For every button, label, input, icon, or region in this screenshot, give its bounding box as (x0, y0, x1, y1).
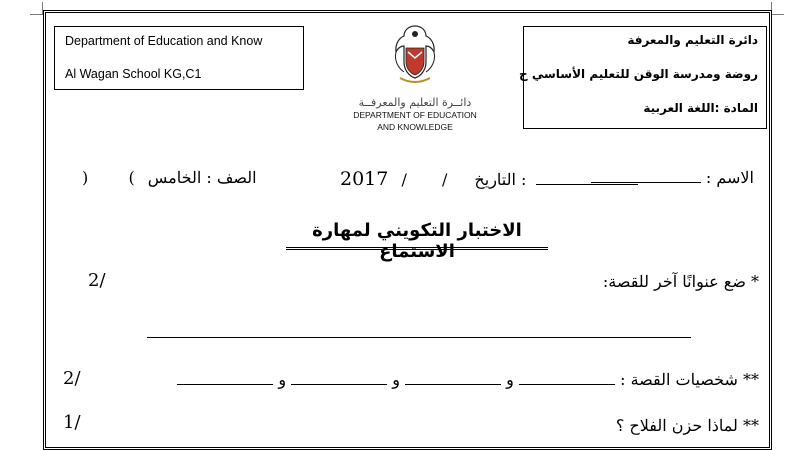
question-1-mark: 2/ (88, 270, 106, 291)
connector-1: و (506, 370, 514, 389)
date-blank (536, 170, 638, 185)
department-name-en: Department of Education and Know (65, 34, 263, 48)
class-field (82, 168, 257, 187)
falcon-emblem-icon (390, 22, 440, 90)
exam-title-underline (286, 247, 548, 250)
question-1-answer-line (147, 337, 691, 338)
header-right-box (519, 26, 767, 129)
question-3-text: لماذا حزن الفلاح ؟ (615, 416, 738, 435)
question-1-text: ضع عنوانًا آخر للقصة: (602, 272, 746, 291)
character-blank-3 (291, 370, 387, 385)
date-sep-2: / (441, 170, 448, 189)
class-label: الصف : الخامس (147, 168, 257, 187)
question-3-prefix: ** (743, 416, 759, 435)
paren-close: ( (128, 168, 135, 187)
question-1-prefix: * (751, 272, 759, 291)
school-name-en: Al Wagan School KG,C1 (65, 67, 202, 81)
question-2 (177, 370, 759, 389)
subject-label: المادة :اللغة العربية (643, 101, 758, 115)
adek-logo (350, 22, 480, 133)
question-3-mark: 1/ (63, 412, 81, 433)
connector-2: و (392, 370, 400, 389)
question-2-mark: 2/ (63, 368, 81, 389)
header-left-box (54, 26, 304, 90)
character-blank-1 (519, 370, 615, 385)
page-corner-mark-right (771, 2, 784, 15)
department-name-ar: دائرة التعليم والمعرفة (627, 33, 758, 47)
question-3 (616, 416, 759, 435)
question-2-text: شخصيات القصة : (620, 370, 738, 389)
school-name-ar: روضة ومدرسة الوقن للتعليم الأساسي ح (519, 67, 758, 81)
connector-3: و (278, 370, 287, 389)
paren-open: ) (82, 168, 89, 187)
exam-title: الاختبار التكويني لمهارة الاستماع (312, 220, 522, 262)
question-1 (603, 272, 759, 291)
logo-arabic-text: دائــرة التعليم والمعرفــة (358, 96, 472, 109)
date-sep-1: / (401, 170, 407, 189)
date-label: التاريخ : (474, 170, 527, 189)
date-year: 2017 (340, 168, 389, 190)
page-corner-mark-left (30, 2, 43, 15)
logo-english-line1: DEPARTMENT OF EDUCATION (353, 110, 477, 120)
question-2-prefix: ** (743, 370, 759, 389)
name-label: الاسم : (705, 168, 754, 187)
date-field (340, 168, 638, 190)
character-blank-2 (405, 370, 501, 385)
character-blank-4 (177, 370, 273, 385)
logo-english-line2: AND KNOWLEDGE (377, 122, 453, 132)
